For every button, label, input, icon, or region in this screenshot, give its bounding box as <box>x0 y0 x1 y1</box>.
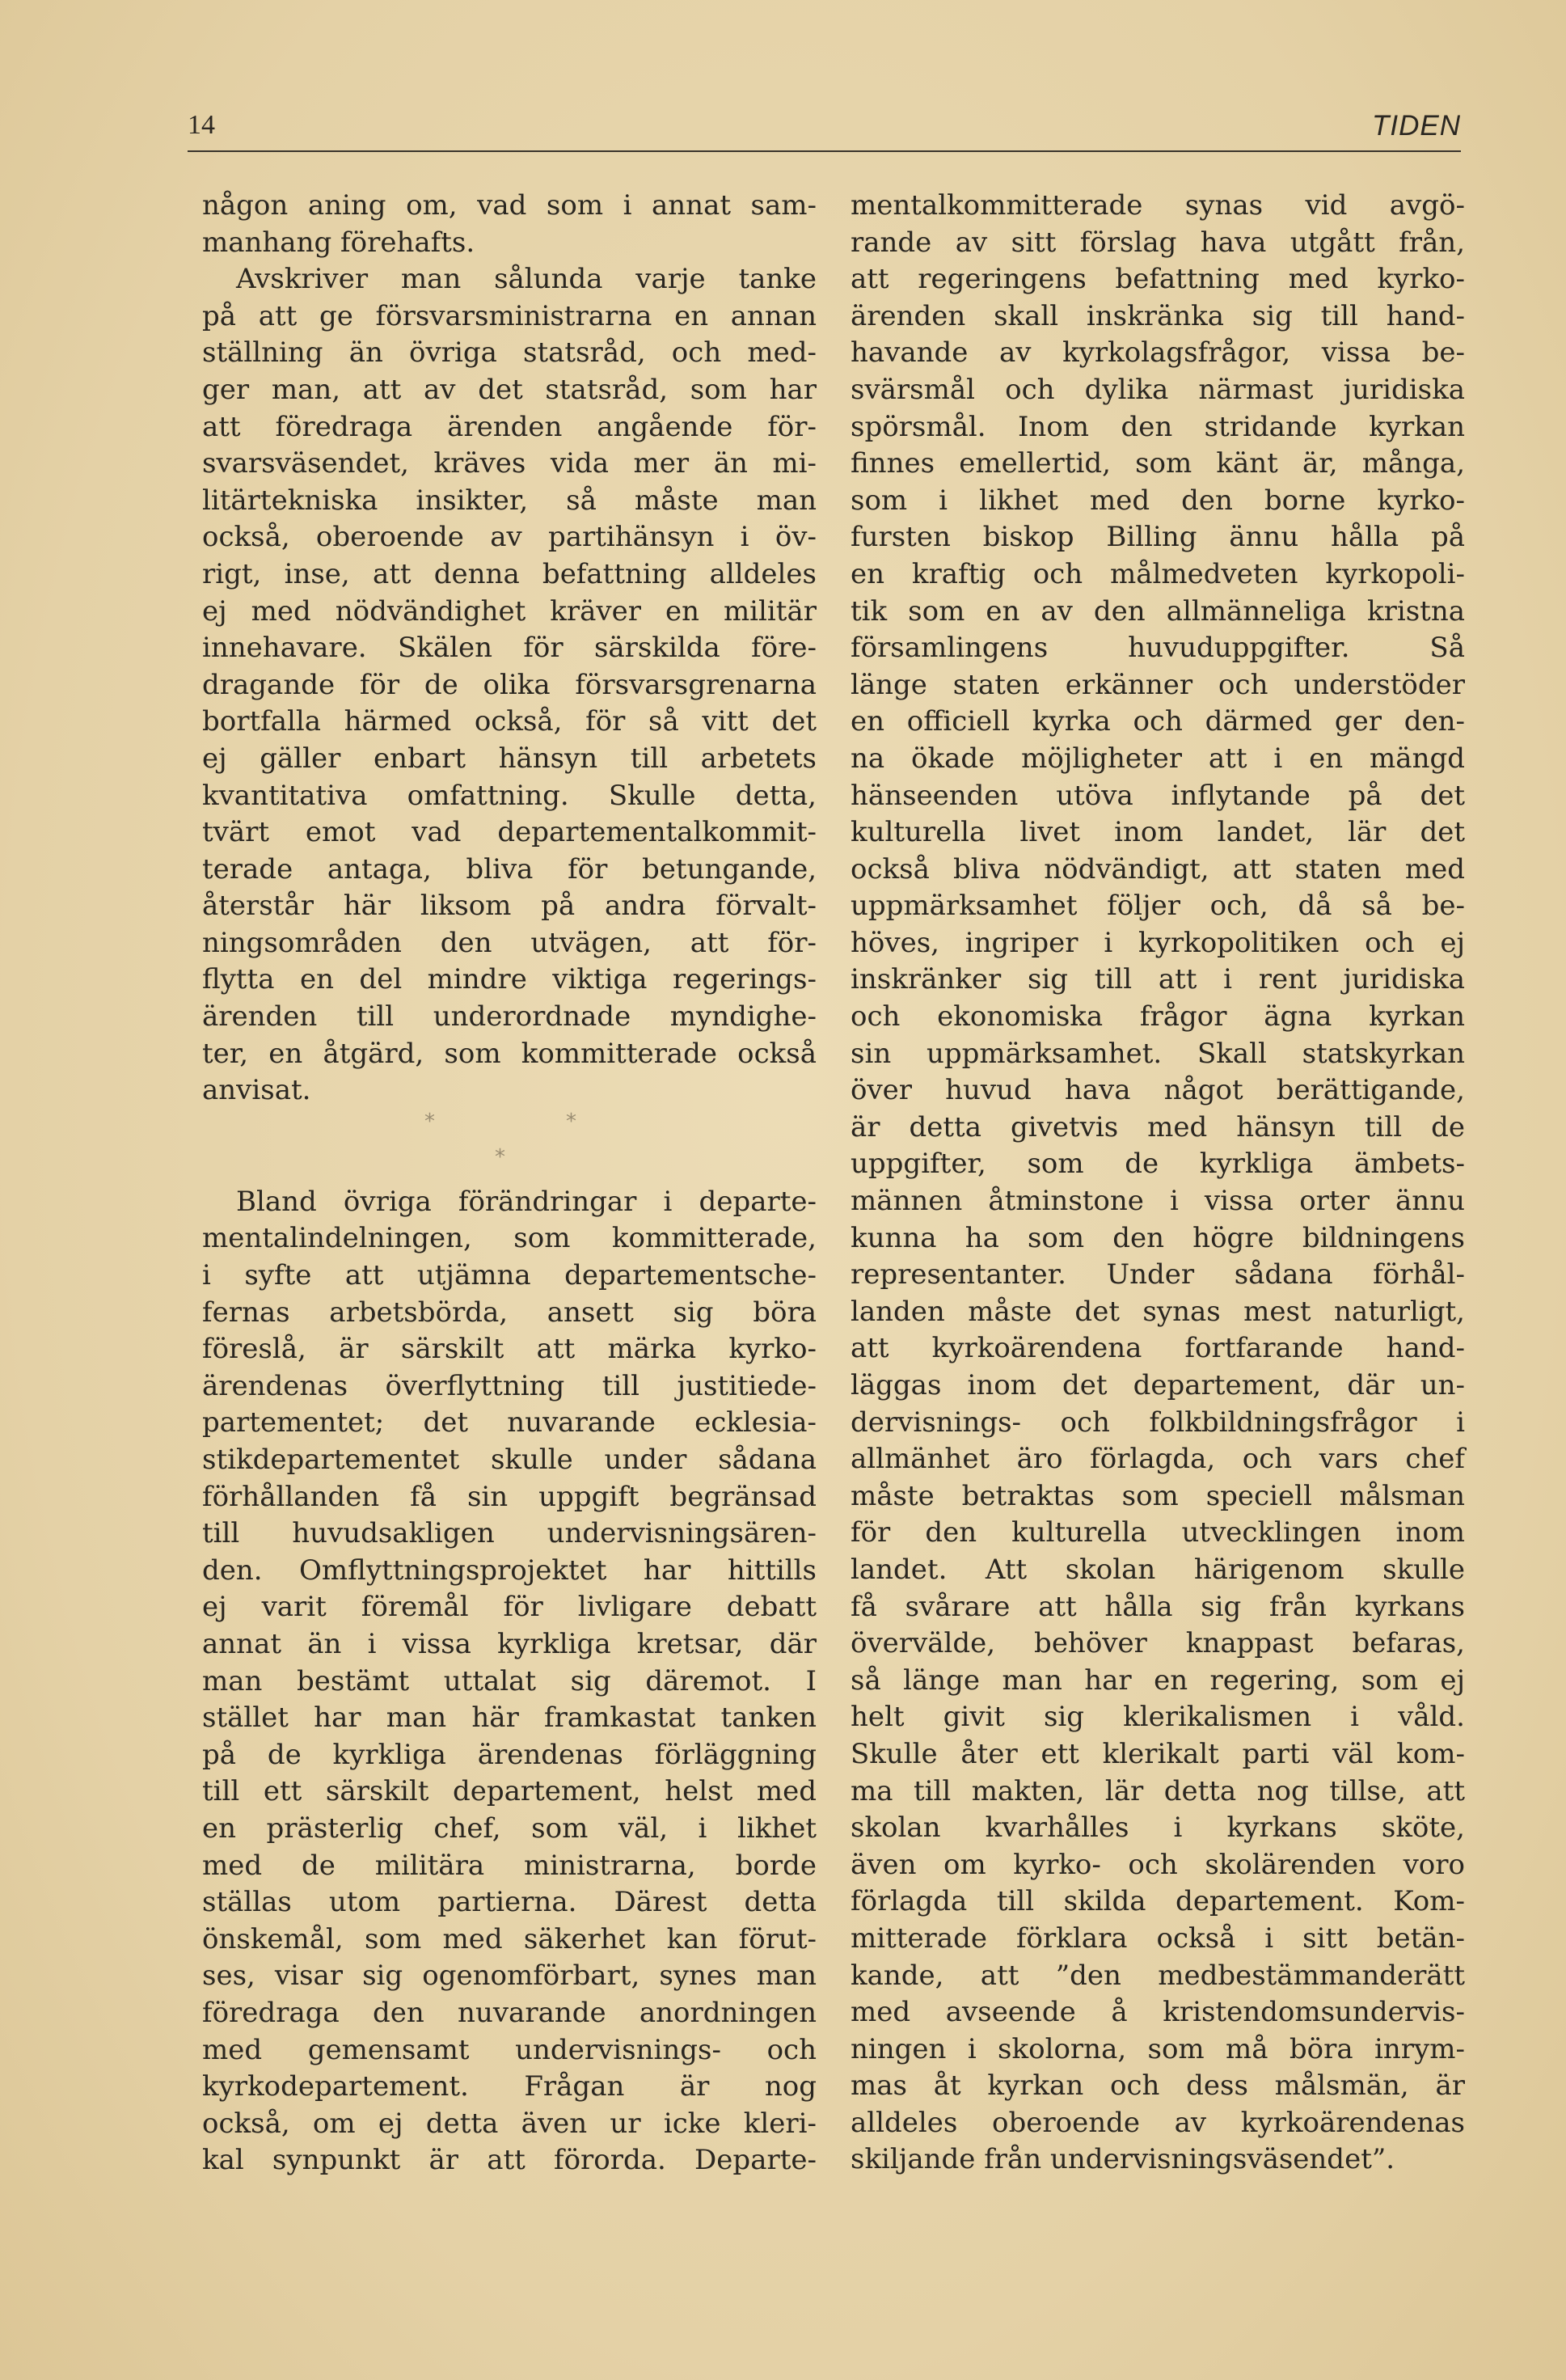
text-line: stikdepartementet skulle under sådana <box>202 1444 817 1476</box>
text-line: dragande för de olika försvarsgrenarna <box>202 668 817 701</box>
header-rule <box>188 150 1461 152</box>
right-column-text <box>851 188 1465 2179</box>
text-line: ej varit föremål för livligare debatt <box>202 1591 817 1624</box>
text-line: mitterade förklara också i sitt betän- <box>851 1921 1465 1955</box>
text-line: Avskriver man sålunda varje tanke <box>236 263 817 296</box>
text-line: manhang förehafts. <box>202 226 475 259</box>
text-line: kunna ha som den högre bildningens <box>851 1221 1465 1254</box>
text-line: landen måste det synas mest naturligt, <box>851 1295 1465 1328</box>
text-line: skiljande från undervisningsväsendet”. <box>851 2143 1395 2176</box>
text-line: mentalindelningen, som kommitterade, <box>202 1222 817 1255</box>
text-line: rigt, inse, att denna befattning alldeles <box>202 557 817 590</box>
text-line: på att ge försvarsministrarna en annan <box>202 299 817 332</box>
text-line: Bland övriga förändringar i departe- <box>236 1185 817 1218</box>
text-line: den. Omflyttningsprojektet har hittills <box>202 1554 817 1587</box>
text-line: på de kyrkliga ärendenas förläggning <box>202 1738 817 1771</box>
text-line: kyrkodepartement. Frågan är nog <box>202 2070 817 2103</box>
text-line: fernas arbetsbörda, ansett sig böra <box>202 1296 817 1329</box>
text-line: över huvud hava något berättigande, <box>851 1074 1465 1107</box>
text-line: till ett särskilt departement, helst med <box>202 1775 817 1808</box>
text-line: man bestämt uttalat sig däremot. I <box>202 1664 817 1697</box>
text-line: kande, att ”den medbestämmanderätt <box>851 1959 1465 1992</box>
text-line: även om kyrko- och skolärenden voro <box>851 1848 1465 1881</box>
text-line: ställning än övriga statsråd, och med- <box>202 336 817 370</box>
text-line: stället har man här framkastat tanken <box>202 1702 817 1735</box>
text-line: svärsmål och dylika närmast juridiska <box>851 373 1465 406</box>
text-line: uppmärksamhet följer och, då så be- <box>851 890 1465 923</box>
text-line: na ökade möjligheter att i en mängd <box>851 742 1465 775</box>
text-line: och ekonomiska frågor ägna kyrkan <box>851 1000 1465 1034</box>
text-line: flytta en del mindre viktiga regerings- <box>202 963 817 996</box>
text-line: ställas utom partierna. Därest detta <box>202 1886 817 1919</box>
text-line: litärtekniska insikter, så måste man <box>202 484 817 517</box>
text-line: inskränker sig till att i rent juridiska <box>851 963 1465 996</box>
text-line: länge staten erkänner och understöder <box>851 668 1465 701</box>
text-line: anvisat. <box>202 1074 311 1107</box>
text-line: också, om ej detta även ur icke kleri- <box>202 2107 817 2140</box>
text-line: ningen i skolorna, som må böra inrym- <box>851 2032 1465 2065</box>
text-line: att föredraga ärenden angående för- <box>202 410 817 443</box>
left-column-second-section <box>202 1184 817 2179</box>
section-separator <box>202 1110 817 1184</box>
text-line: ej med nödvändighet kräver en militär <box>202 594 817 628</box>
text-line: som i likhet med den borne kyrko- <box>851 484 1465 517</box>
text-line: läggas inom det departement, där un- <box>851 1369 1465 1401</box>
text-line: uppgifter, som de kyrkliga ämbets- <box>851 1148 1465 1181</box>
separator-asterisk: * <box>495 1144 505 1169</box>
text-line: en kraftig och målmedveten kyrkopoli- <box>851 557 1465 590</box>
text-line: ärendenas överflyttning till justitiede- <box>202 1369 817 1402</box>
text-line: kulturella livet inom landet, lär det <box>851 816 1465 849</box>
text-line: också bliva nödvändigt, att staten med <box>851 852 1465 886</box>
running-head: TIDEN <box>1372 110 1461 142</box>
text-line: svarsväsendet, kräves vida mer än mi- <box>202 447 817 480</box>
text-line: till huvudsakligen undervisningsären- <box>202 1517 817 1550</box>
text-line: partementet; det nuvarande ecklesia- <box>202 1406 817 1439</box>
text-line: är detta givetvis med hänsyn till de <box>851 1110 1465 1143</box>
text-line: församlingens huvuduppgifter. Så <box>851 632 1465 665</box>
text-line: innehavare. Skälen för särskilda före- <box>202 632 817 665</box>
text-line: få svårare att hålla sig från kyrkans <box>851 1590 1465 1623</box>
text-line: mas åt kyrkan och dess målsmän, är <box>851 2069 1465 2103</box>
text-line: landet. Att skolan härigenom skulle <box>851 1553 1465 1586</box>
left-column <box>202 188 817 2179</box>
text-line: kal synpunkt är att förorda. Departe- <box>202 2144 817 2177</box>
text-line: höves, ingriper i kyrkopolitiken och ej <box>851 926 1465 959</box>
text-line: övervälde, behöver knappast befaras, <box>851 1627 1465 1660</box>
text-line: bortfalla härmed också, för så vitt det <box>202 705 817 738</box>
text-line: alldeles oberoende av kyrkoärendenas <box>851 2106 1465 2139</box>
text-line: i syfte att utjämna departementsche- <box>202 1259 817 1292</box>
text-line: tvärt emot vad departementalkommit- <box>202 816 817 849</box>
text-line: ses, visar sig ogenomförbart, synes man <box>202 1959 817 1993</box>
text-line: Skulle åter ett klerikalt parti väl kom- <box>851 1737 1465 1770</box>
text-line: tik som en av den allmänneliga kristna <box>851 594 1465 628</box>
text-line: ärenden skall inskränka sig till hand- <box>851 299 1465 332</box>
text-line: hänseenden utöva inflytande på det <box>851 779 1465 812</box>
text-line: ger man, att av det statsråd, som har <box>202 373 817 406</box>
text-line: helt givit sig klerikalismen i våld. <box>851 1701 1465 1734</box>
text-line: återstår här liksom på andra förvalt- <box>202 890 817 923</box>
text-line: ningsområden den utvägen, att för- <box>202 926 817 959</box>
text-line: att regeringens befattning med kyrko- <box>851 263 1465 296</box>
text-line: allmänhet äro förlagda, och vars chef <box>851 1443 1465 1476</box>
text-line: ej gäller enbart hänsyn till arbetets <box>202 742 817 775</box>
separator-asterisk: * <box>566 1109 576 1134</box>
text-line: ma till makten, lär detta nog tillse, att <box>851 1774 1465 1807</box>
text-line: rande av sitt förslag hava utgått från, <box>851 226 1465 259</box>
text-line: fursten biskop Billing ännu hålla på <box>851 521 1465 554</box>
right-column <box>851 188 1465 2179</box>
text-line: ärenden till underordnade myndighe- <box>202 1000 817 1034</box>
text-line: mentalkommitterade synas vid avgö- <box>851 189 1465 222</box>
text-line: terade antaga, bliva för betungande, <box>202 852 817 886</box>
text-line: med avseende å kristendomsundervis- <box>851 1996 1465 2029</box>
text-line: ter, en åtgärd, som kommitterade också <box>202 1037 817 1070</box>
text-line: förlagda till skilda departement. Kom- <box>851 1885 1465 1918</box>
text-line: önskemål, som med säkerhet kan förut- <box>202 1922 817 1955</box>
left-column-first-section <box>202 188 817 1110</box>
page-number: 14 <box>188 110 215 140</box>
text-line: med de militära ministrarna, borde <box>202 1849 817 1882</box>
text-line: kvantitativa omfattning. Skulle detta, <box>202 779 817 812</box>
text-line: finnes emellertid, som känt är, många, <box>851 447 1465 480</box>
text-line: föreslå, är särskilt att märka kyrko- <box>202 1333 817 1366</box>
text-line: också, oberoende av partihänsyn i öv- <box>202 521 817 554</box>
separator-asterisk: * <box>424 1109 435 1134</box>
text-line: annat än i vissa kyrkliga kretsar, där <box>202 1627 817 1660</box>
text-line: sin uppmärksamhet. Skall statskyrkan <box>851 1037 1465 1070</box>
text-line: med gemensamt undervisnings- och <box>202 2033 817 2066</box>
text-line: en prästerlig chef, som väl, i likhet <box>202 1811 817 1845</box>
text-line: föredraga den nuvarande anordningen <box>202 1996 817 2029</box>
text-line: så länge man har en regering, som ej <box>851 1663 1465 1697</box>
text-line: representanter. Under sådana förhål- <box>851 1258 1465 1291</box>
text-line: måste betraktas som speciell målsman <box>851 1479 1465 1512</box>
text-line: havande av kyrkolagsfrågor, vissa be- <box>851 336 1465 370</box>
text-line: spörsmål. Inom den stridande kyrkan <box>851 410 1465 443</box>
text-line: dervisnings- och folkbildningsfrågor i <box>851 1406 1465 1439</box>
text-line: förhållanden få sin uppgift begränsad <box>202 1480 817 1513</box>
text-line: skolan kvarhålles i kyrkans sköte, <box>851 1811 1465 1845</box>
text-line: att kyrkoärendena fortfarande hand- <box>851 1332 1465 1365</box>
text-line: männen åtminstone i vissa orter ännu <box>851 1185 1465 1218</box>
text-line: någon aning om, vad som i annat sam- <box>202 189 817 222</box>
text-line: en officiell kyrka och därmed ger den- <box>851 705 1465 738</box>
text-line: för den kulturella utvecklingen inom <box>851 1516 1465 1549</box>
